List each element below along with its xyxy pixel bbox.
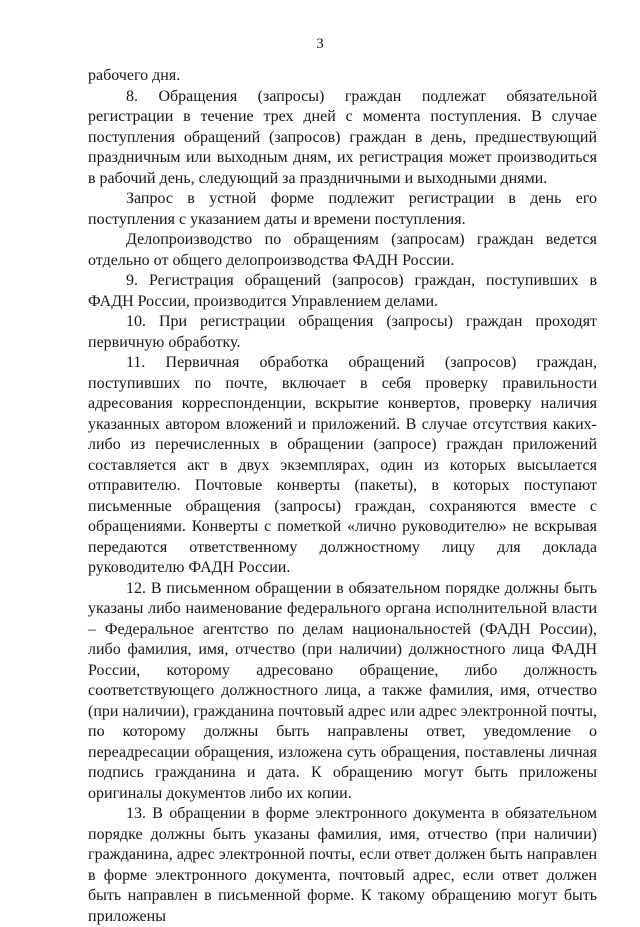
body-text [88, 66, 597, 927]
paragraph-10: 10. При регистрации обращения (запросы) граждан проходят первичную обработку. [88, 313, 597, 351]
paragraph-13: 13. В обращении в форме электронного документа в обязательном порядке должны быть указаны фамилия, имя, отчество (при наличии) гражданина, адрес электронной почты, если ответ должен быть направлен в форме электронного документа, почтовый адрес, если ответ должен быть направлен в письменной форме. К такому обращению могут быть приложены [88, 805, 597, 925]
paragraph-records: Делопроизводство по обращениям (запросам) граждан ведется отдельно от общего делопроизводства ФАДН России. [88, 231, 597, 269]
paragraph-9: 9. Регистрация обращений (запросов) граждан, поступивших в ФАДН России, производится Управлением делами. [88, 272, 597, 310]
paragraph-11: 11. Первичная обработка обращений (запросов) граждан, поступивших по почте, включает в себя проверку правильности адресования корреспонденции, вскрытие конвертов, проверку наличия указанных автором вложений и приложений. В случае отсутствия каких-либо из перечисленных в обращении (запросе) граждан приложений составляется акт в двух экземплярах, один из которых высылается отправителю. Почтовые конверты (пакеты), в которых поступают письменные обращения (запросы) граждан, сохраняются вместе с обращениями. Конверты с пометкой «лично руководителю» не вскрывая передаются ответственному должностному лицу для доклада руководителю ФАДН России. [88, 354, 597, 576]
paragraph-oral-request: Запрос в устной форме подлежит регистрации в день его поступления с указанием даты и времени поступления. [88, 190, 597, 228]
paragraph-continuation: рабочего дня. [88, 67, 181, 84]
paragraph-8: 8. Обращения (запросы) граждан подлежат обязательной регистрации в течение трех дней с момента поступления. В случае поступления обращений (запросов) граждан в день, предшествующий праздничным или выходным дням, их регистрация может производиться в рабочий день, следующий за праздничными и выходными днями. [88, 87, 597, 187]
page-number: 3 [316, 36, 324, 52]
paragraph-12: 12. В письменном обращении в обязательном порядке должны быть указаны либо наименование федерального органа исполнительной власти – Федеральное агентство по делам национальностей (ФАДН России), либо фамилия, имя, отчество (при наличии) должностного лица ФАДН России, которому адресовано обращение, либо должность соответствующего должностного лица, а также фамилия, имя, отчество (при наличии), гражданина почтовый адрес или адрес электронной почты, по которому должны быть направлены ответ, уведомление о переадресации обращения, изложена суть обращения, поставлены личная подпись гражданина и дата. К обращению могут быть приложены оригиналы документов либо их копии. [88, 579, 597, 802]
